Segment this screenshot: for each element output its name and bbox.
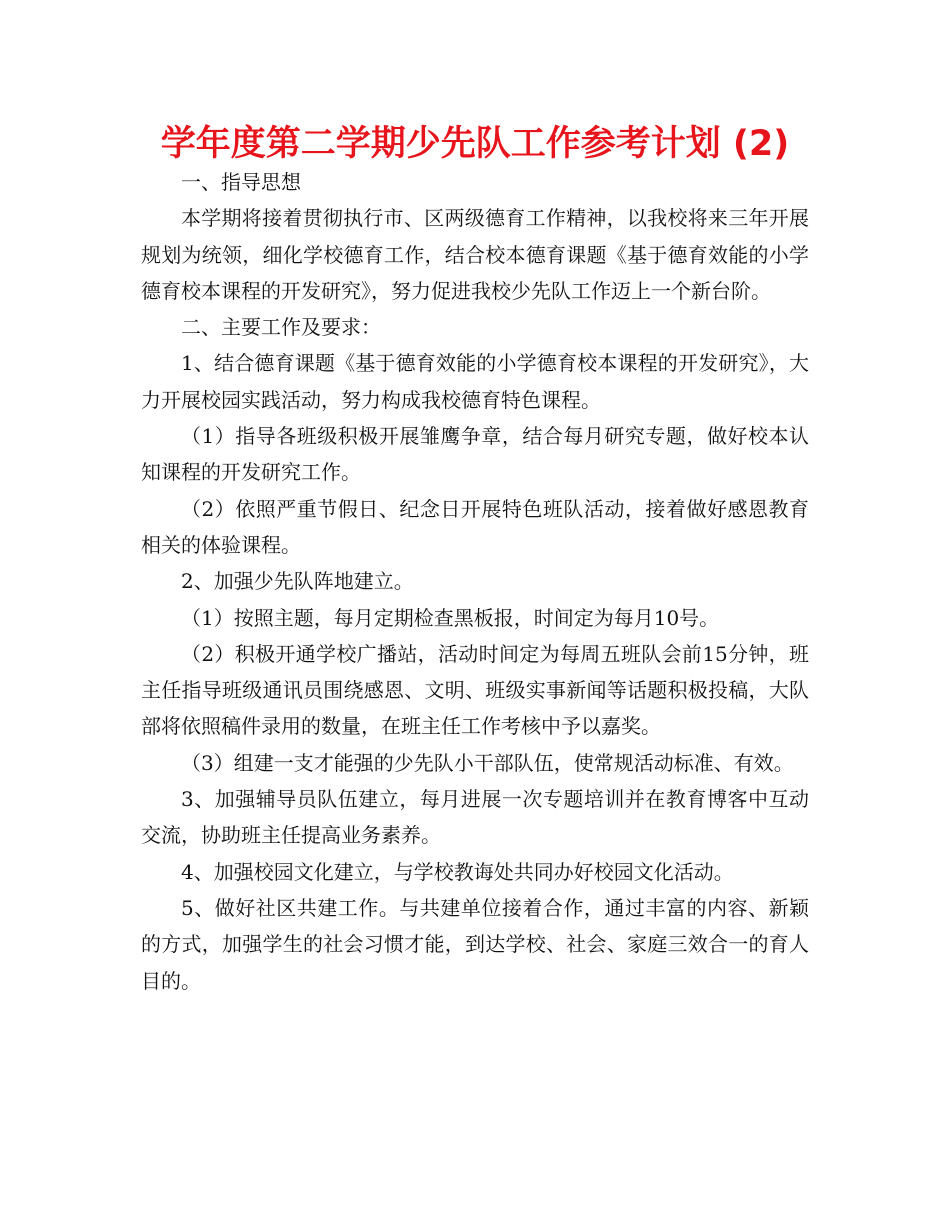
paragraph: （2）积极开通学校广播站，活动时间定为每周五班队会前15分钟，班主任指导班级通讯员围绕感恩、文明、班级实事新闻等话题积极投稿，大队部将依照稿件录用的数量，在班主任工作考核中予以嘉奖。 (141, 641, 809, 739)
paragraph: （3）组建一支才能强的少先队小干部队伍，使常规活动标准、有效。 (181, 750, 794, 775)
document-title: 学年度第二学期少先队工作参考计划 (2) (160, 124, 790, 164)
paragraph: （1）指导各班级积极开展雏鹰争章，结合每月研究专题，做好校本认知课程的开发研究工作。 (141, 424, 809, 485)
paragraph: 4、加强校园文化建立，与学校教诲处共同办好校园文化活动。 (181, 859, 734, 884)
paragraph-heading-main-work: 二、主要工作及要求： (181, 315, 381, 340)
paragraph: 1、结合德育课题《基于德育效能的小学德育校本课程的开发研究》，大力开展校园实践活动，努力构成我校德育特色课程。 (141, 351, 809, 412)
paragraph: 2、加强少先队阵地建立。 (181, 569, 414, 594)
document-body (141, 164, 809, 999)
paragraph: （2）依照严重节假日、纪念日开展特色班队活动，接着做好感恩教育相关的体验课程。 (141, 496, 809, 557)
paragraph: 5、做好社区共建工作。与共建单位接着合作，通过丰富的内容、新颖的方式，加强学生的社会习惯才能，到达学校、社会、家庭三效合一的育人目的。 (141, 895, 809, 993)
paragraph: 本学期将接着贯彻执行市、区两级德育工作精神，以我校将来三年开展规划为统领，细化学校德育工作，结合校本德育课题《基于德育效能的小学德育校本课程的开发研究》，努力促进我校少先队工作迈上一个新台阶。 (141, 206, 809, 303)
paragraph: （1）按照主题，每月定期检查黑板报，时间定为每月10号。 (181, 605, 720, 630)
paragraph-heading-guiding-ideology: 一、指导思想 (181, 170, 301, 194)
paragraph: 3、加强辅导员队伍建立，每月进展一次专题培训并在教育博客中互动交流，协助班主任提高业务素养。 (141, 787, 809, 848)
